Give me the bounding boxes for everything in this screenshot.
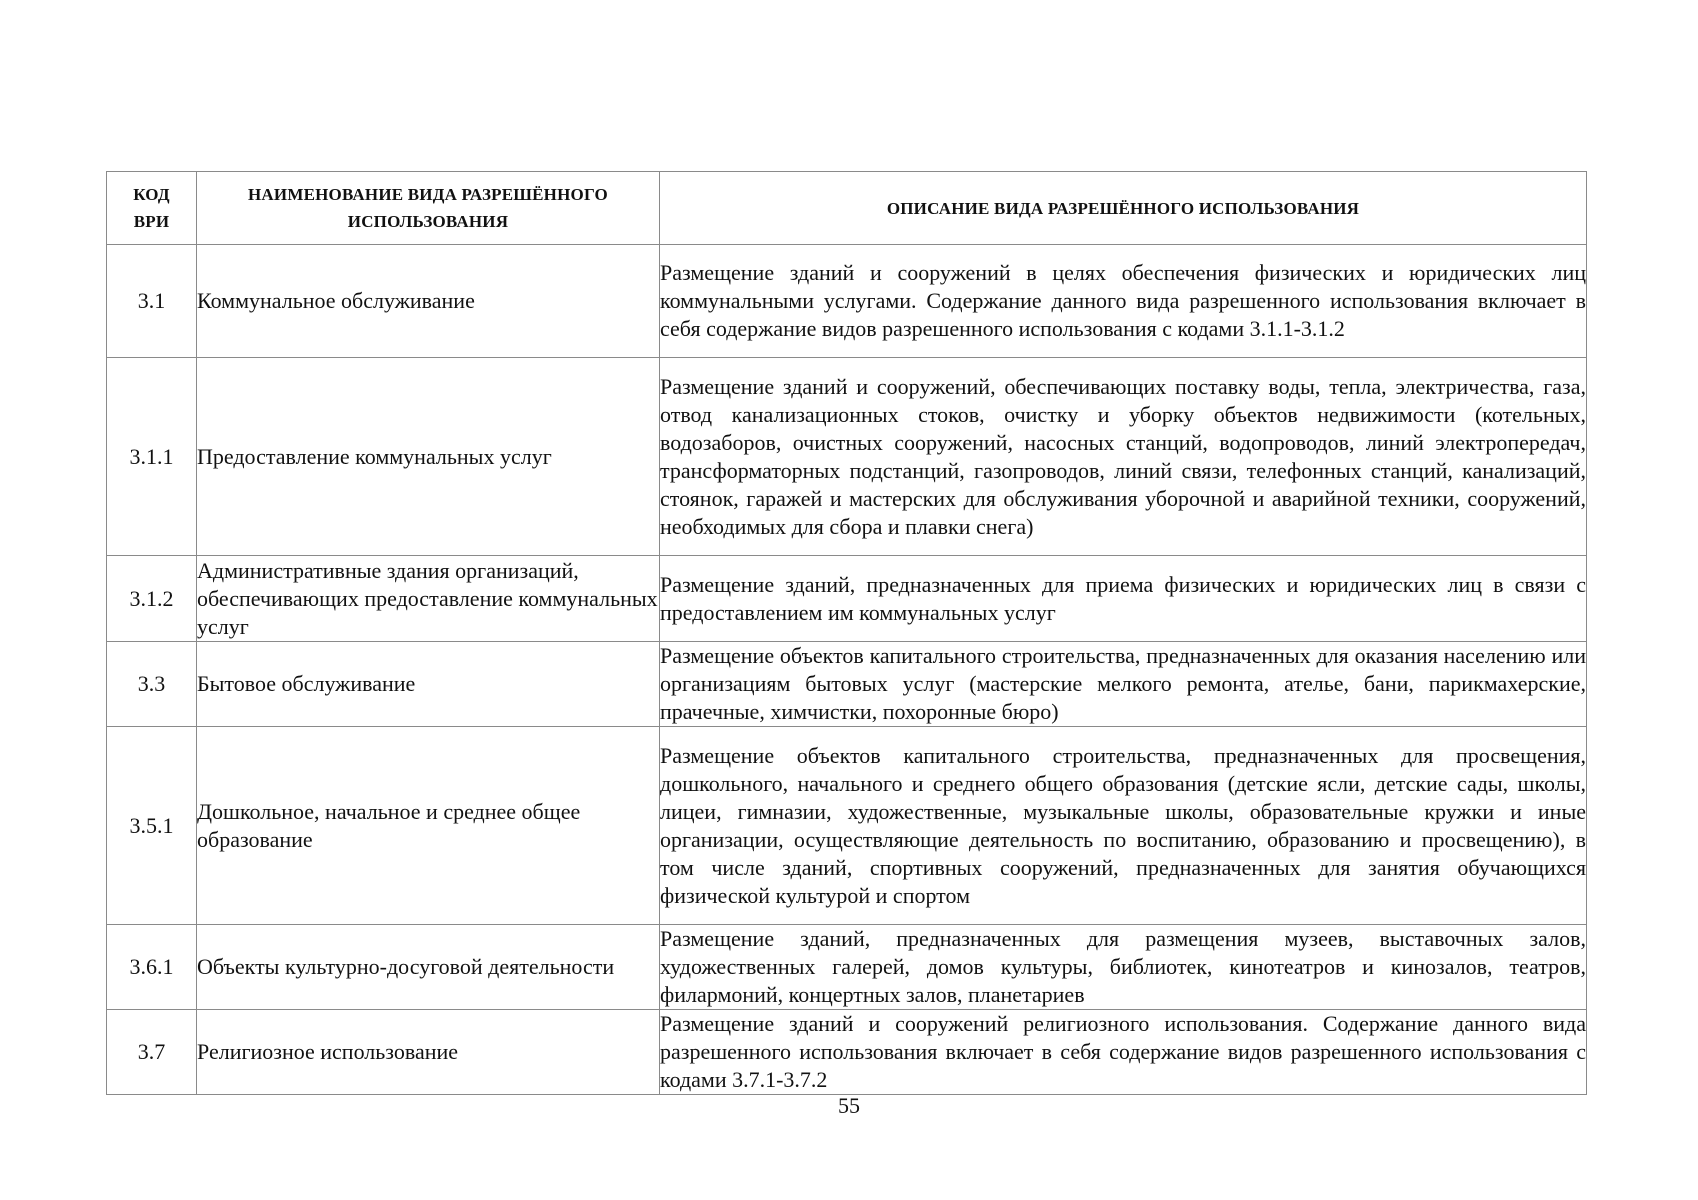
table-row — [107, 727, 1587, 925]
header-description: ОПИСАНИЕ ВИДА РАЗРЕШЁННОГО ИСПОЛЬЗОВАНИЯ — [660, 172, 1587, 245]
row-name: Дошкольное, начальное и среднее общее образование — [197, 727, 660, 925]
row-code: 3.5.1 — [107, 727, 197, 925]
row-description: Размещение зданий, предназначенных для размещения музеев, выставочных залов, художественных галерей, домов культуры, библиотек, кинотеатров и кинозалов, театров, филармоний, концертных залов, планетариев — [660, 925, 1587, 1010]
row-description: Размещение объектов капитального строительства, предназначенных для оказания населению или организациям бытовых услуг (мастерские мелкого ремонта, ателье, бани, парикмахерские, прачечные, химчистки, похоронные бюро) — [660, 642, 1587, 727]
table-row — [107, 1010, 1587, 1095]
row-code: 3.1.1 — [107, 358, 197, 556]
row-description: Размещение зданий и сооружений в целях обеспечения физических и юридических лиц коммунальными услугами. Содержание данного вида разрешенного использования включает в себя содержание видов разрешенного использования с кодами 3.1.1-3.1.2 — [660, 245, 1587, 358]
table-header-row — [107, 172, 1587, 245]
row-description: Размещение зданий, предназначенных для приема физических и юридических лиц в связи с предоставлением им коммунальных услуг — [660, 556, 1587, 642]
row-description: Размещение зданий и сооружений религиозного использования. Содержание данного вида разрешенного использования включает в себя содержание видов разрешенного использования с кодами 3.7.1-3.7.2 — [660, 1010, 1587, 1095]
row-code: 3.1.2 — [107, 556, 197, 642]
page-number: 55 — [838, 1093, 860, 1118]
row-name: Религиозное использование — [197, 1010, 660, 1095]
row-description: Размещение зданий и сооружений, обеспечивающих поставку воды, тепла, электричества, газа, отвод канализационных стоков, очистку и уборку объектов недвижимости (котельных, водозаборов, очистных сооружений, насосных станций, водопроводов, линий электропередач, трансформаторных подстанций, газопроводов, линий связи, телефонных станций, канализаций, стоянок, гаражей и мастерских для обслуживания уборочной и аварийной техники, сооружений, необходимых для сбора и плавки снега) — [660, 358, 1587, 556]
vri-table — [106, 171, 1587, 1095]
table-row — [107, 925, 1587, 1010]
row-name: Коммунальное обслуживание — [197, 245, 660, 358]
row-name: Бытовое обслуживание — [197, 642, 660, 727]
row-name: Объекты культурно-досуговой деятельности — [197, 925, 660, 1010]
header-name: НАИМЕНОВАНИЕ ВИДА РАЗРЕШЁННОГО ИСПОЛЬЗОВАНИЯ — [197, 172, 660, 245]
header-code: КОД ВРИ — [107, 172, 197, 245]
row-name: Административные здания организаций, обеспечивающих предоставление коммунальных услуг — [197, 556, 660, 642]
row-code: 3.6.1 — [107, 925, 197, 1010]
table-row — [107, 245, 1587, 358]
table-row — [107, 642, 1587, 727]
row-code: 3.3 — [107, 642, 197, 727]
row-code: 3.1 — [107, 245, 197, 358]
row-code: 3.7 — [107, 1010, 197, 1095]
table-row — [107, 556, 1587, 642]
table-row — [107, 358, 1587, 556]
row-description: Размещение объектов капитального строительства, предназначенных для просвещения, дошкольного, начального и среднего общего образования (детские ясли, детские сады, школы, лицеи, гимназии, художественные, музыкальные школы, образовательные кружки и иные организации, осуществляющие деятельность по воспитанию, образованию и просвещению), в том числе зданий, спортивных сооружений, предназначенных для занятия обучающихся физической культурой и спортом — [660, 727, 1587, 925]
row-name: Предоставление коммунальных услуг — [197, 358, 660, 556]
